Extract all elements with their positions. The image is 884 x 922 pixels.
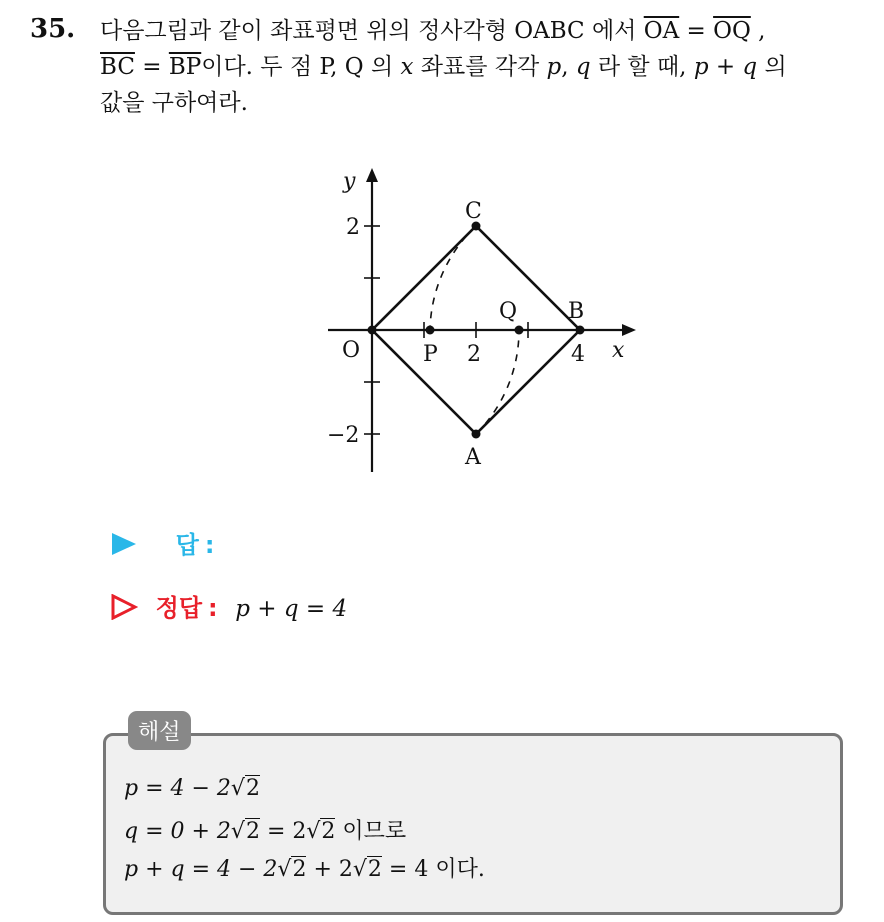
label-x-axis: x	[612, 338, 625, 363]
label-a: A	[465, 445, 481, 470]
answer-colon: :	[204, 531, 215, 559]
label-y-axis: y	[343, 169, 356, 194]
explanation-label: 해설	[128, 711, 191, 750]
answer-label: 답	[175, 531, 199, 559]
point-o	[368, 326, 377, 335]
triangle-outline-icon	[110, 594, 138, 620]
tick-label-y-m2: −2	[327, 423, 360, 448]
sqrt-2: √2	[230, 776, 260, 801]
label-q: Q	[499, 299, 518, 324]
label-c: C	[465, 199, 482, 224]
explanation-line-2: q = 0 + 2√2 = 2√2 이므로	[124, 819, 407, 844]
label-p: P	[423, 342, 438, 367]
y-axis-arrow	[366, 168, 378, 182]
question-line-1: 다음그림과 같이 좌표평면 위의 정사각형 OABC 에서 $\overline{OA} = \overline{OQ}$ ,	[100, 18, 766, 44]
sqrt-2: √2	[277, 857, 307, 882]
tick-label-x-4: 4	[571, 342, 585, 367]
segment-oa: $\overline{OA}$	[643, 18, 680, 44]
correct-answer-colon: :	[208, 594, 218, 622]
correct-answer-value: p + q = 4	[235, 596, 348, 622]
point-p	[426, 326, 435, 335]
point-a	[472, 430, 481, 439]
label-o: O	[342, 338, 361, 363]
sqrt-2: √2	[306, 819, 336, 844]
point-b	[576, 326, 585, 335]
arc-a-to-q	[476, 330, 519, 434]
correct-answer-row	[110, 588, 347, 623]
segment-bc: $\overline{BC}$	[100, 54, 135, 80]
tick-label-y-2: 2	[346, 215, 360, 240]
label-b: B	[568, 299, 585, 324]
segment-bp: $\overline{BP}$	[168, 54, 202, 80]
x-axis-arrow	[622, 324, 636, 336]
answer-row	[110, 525, 214, 560]
tick-label-x-2: 2	[467, 342, 481, 367]
question-line-2: $\overline{BC} = \overline{BP}$이다. 두 점 P, Q 의 x 좌표를 각각 p, q 라 할 때, p + q 의	[100, 54, 787, 80]
sqrt-2: √2	[352, 857, 382, 882]
point-q	[515, 326, 524, 335]
question-line-3: 값을 구하여라.	[100, 90, 248, 116]
explanation-line-3: p + q = 4 − 2√2 + 2√2 = 4 이다.	[124, 857, 485, 882]
arc-c-to-p	[430, 226, 476, 330]
segment-oq: $\overline{OQ}$	[713, 18, 751, 44]
explanation-line-1: p = 4 − 2√2	[124, 776, 260, 801]
question-number: 35.	[30, 14, 76, 44]
correct-answer-label: 정답	[155, 594, 203, 622]
play-triangle-icon	[110, 532, 138, 556]
coordinate-figure	[310, 150, 650, 490]
sqrt-2: √2	[230, 819, 260, 844]
